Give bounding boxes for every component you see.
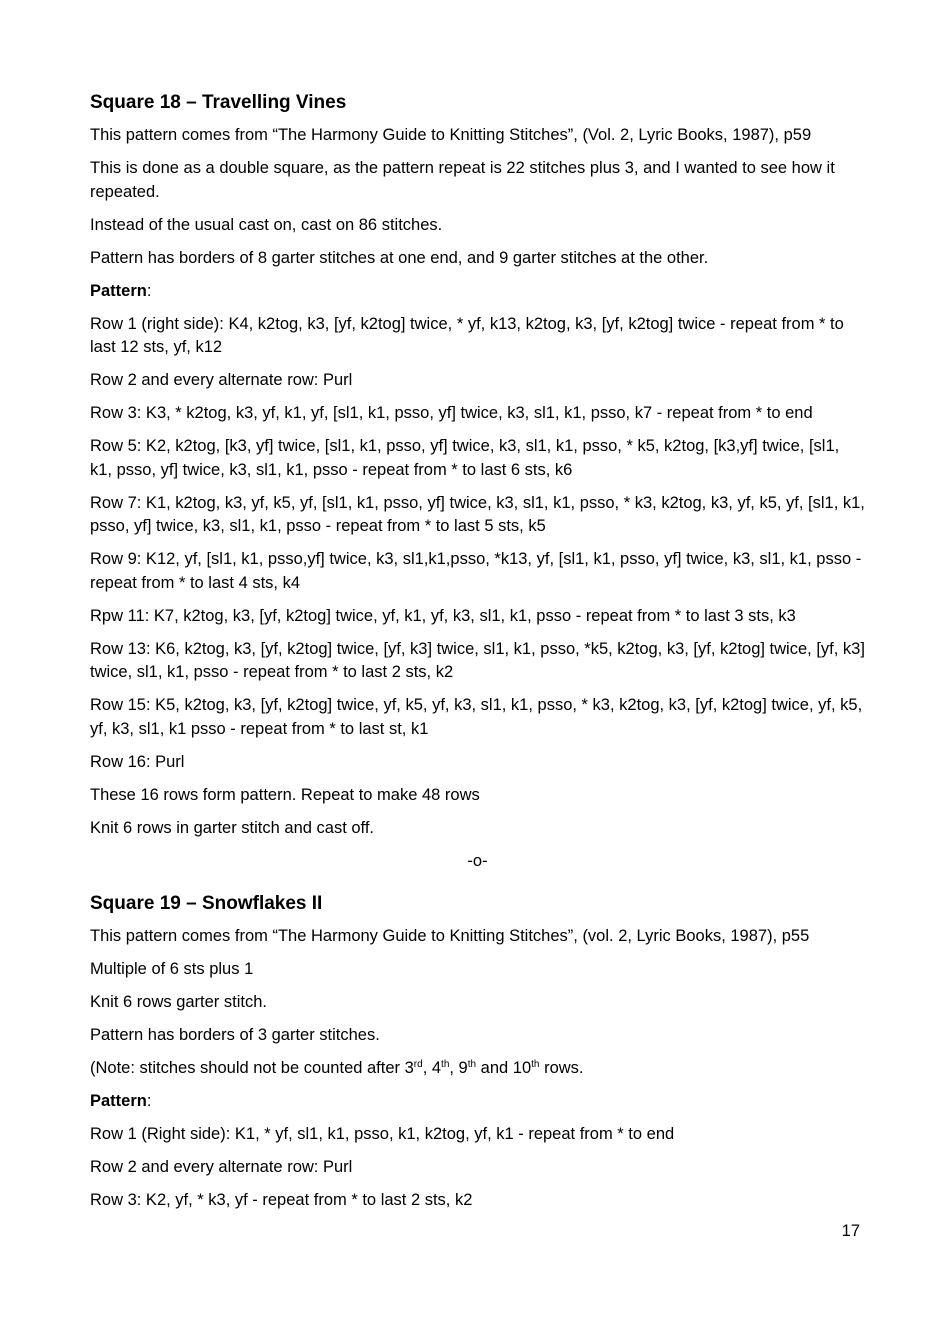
section-title-square-18: Square 18 – Travelling Vines: [90, 92, 347, 113]
pattern-row: Row 16: Purl: [90, 752, 185, 771]
pattern-row: Knit 6 rows in garter stitch and cast off.: [90, 818, 374, 837]
pattern-row: Row 2 and every alternate row: Purl: [90, 1158, 353, 1176]
paragraph: This is done as a double square, as the pattern repeat is 22 stitches plus 3, and I wanted to see how it repeated.: [90, 159, 835, 201]
pattern-row: Row 7: K1, k2tog, k3, yf, k5, yf, [sl1, k1, psso, yf] twice, k3, sl1, k1, psso, * k3, k2tog, k3, yf, k5, yf, [sl1, k1, psso, yf] twice, k3, sl1, k1, psso - repeat from * to last 5 sts, k5: [90, 493, 865, 535]
section-title-square-19: Square 19 – Snowflakes II: [90, 893, 323, 914]
pattern-row: Row 3: K2, yf, * k3, yf - repeat from * to last 2 sts, k2: [90, 1191, 473, 1209]
source-citation: This pattern comes from “The Harmony Guide to Knitting Stitches”, (vol. 2, Lyric Books, 1987), p55: [90, 927, 810, 945]
pattern-row: Row 15: K5, k2tog, k3, [yf, k2tog] twice, yf, k5, yf, k3, sl1, k1, psso, * k3, k2tog, k3, [yf, k2tog] twice, yf, k5, yf, k3, sl1, k1 psso - repeat from * to last st, k1: [90, 696, 863, 738]
page-number: 17: [841, 1222, 860, 1240]
pattern-row: Row 3: K3, * k2tog, k3, yf, k1, yf, [sl1, k1, psso, yf] twice, k3, sl1, k1, psso, k7 - repeat from * to end: [90, 404, 813, 422]
pattern-heading: Pattern:: [90, 281, 152, 300]
pattern-row: Row 9: K12, yf, [sl1, k1, psso,yf] twice, k3, sl1,k1,psso, *k13, yf, [sl1, k1, psso, yf] twice, k3, sl1, k1, psso - repeat from * to last 4 sts, k4: [90, 550, 862, 592]
source-citation: This pattern comes from “The Harmony Guide to Knitting Stitches”, (Vol. 2, Lyric Books, 1987), p59: [90, 126, 812, 144]
pattern-label: Pattern: [90, 281, 147, 300]
pattern-row: Row 1 (right side): K4, k2tog, k3, [yf, k2tog] twice, * yf, k13, k2tog, k3, [yf, k2tog] twice - repeat from * to last 12 sts, yf, k12: [90, 314, 844, 356]
paragraph: Pattern has borders of 3 garter stitches.: [90, 1026, 380, 1044]
section-separator: -o-: [467, 851, 488, 870]
pattern-row: Row 5: K2, k2tog, [k3, yf] twice, [sl1, k1, psso, yf] twice, k3, sl1, k1, psso, * k5, k2tog, [k3,yf] twice, [sl1, k1, psso, yf] twice, k3, sl1, k1, psso - repeat from * to last 6 sts, k6: [90, 437, 840, 479]
pattern-heading: Pattern:: [90, 1092, 152, 1110]
pattern-row: Row 1 (Right side): K1, * yf, sl1, k1, psso, k1, k2tog, yf, k1 - repeat from * to end: [90, 1125, 675, 1143]
pattern-row: Rpw 11: K7, k2tog, k3, [yf, k2tog] twice, yf, k1, yf, k3, sl1, k1, psso - repeat from * to last 3 sts, k3: [90, 606, 796, 625]
note-paragraph: (Note: stitches should not be counted after 3rd, 4th, 9th and 10th rows.: [90, 1059, 584, 1077]
paragraph: Instead of the usual cast on, cast on 86 stitches.: [90, 215, 443, 234]
paragraph: Knit 6 rows garter stitch.: [90, 993, 267, 1011]
paragraph: Pattern has borders of 8 garter stitches at one end, and 9 garter stitches at the other.: [90, 248, 709, 267]
document-page: [90, 90, 865, 1222]
pattern-row: These 16 rows form pattern. Repeat to make 48 rows: [90, 785, 480, 804]
pattern-row: Row 13: K6, k2tog, k3, [yf, k2tog] twice, [yf, k3] twice, sl1, k1, psso, *k5, k2tog, k3, [yf, k2tog] twice, [yf, k3] twice, sl1, k1, psso - repeat from * to last 2 sts, k2: [90, 639, 865, 681]
pattern-label: Pattern: [90, 1092, 147, 1110]
paragraph: Multiple of 6 sts plus 1: [90, 960, 254, 978]
pattern-row: Row 2 and every alternate row: Purl: [90, 371, 353, 389]
